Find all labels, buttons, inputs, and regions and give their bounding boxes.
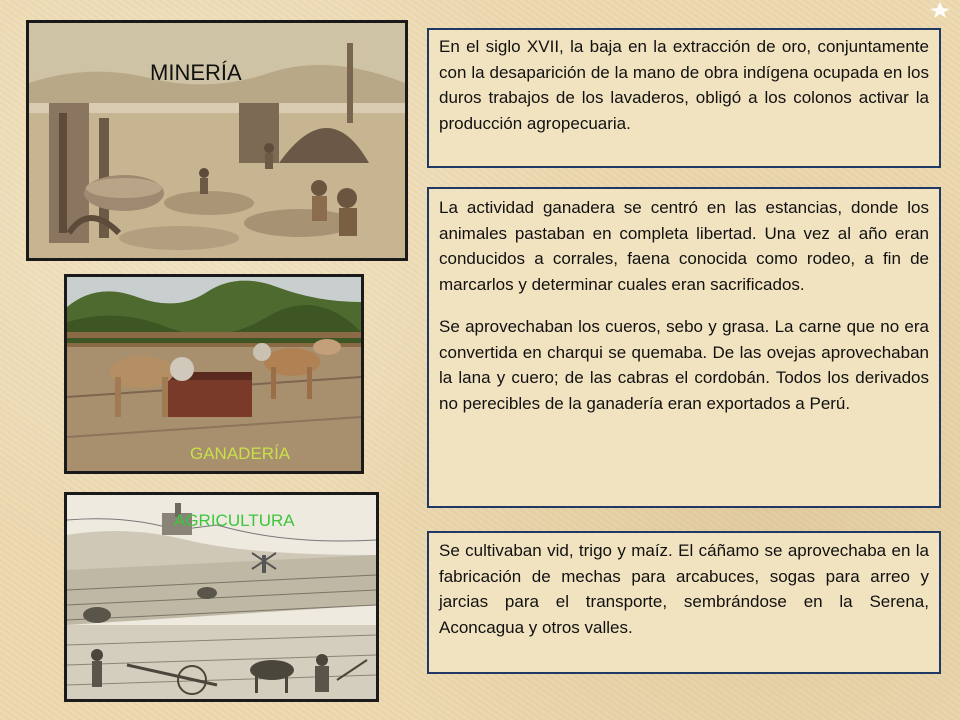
livestock-paragraph-2: Se aprovechaban los cueros, sebo y grasa. La carne que no era convertida en charqui se quemaba. De las ovejas aprovechaban la lana y cuero; de las cabras el cordobán. Todos los derivados no perecibles de la ganadería eran exportados a Perú.	[439, 317, 929, 413]
agriculture-text-box	[427, 531, 941, 674]
livestock-caption: GANADERÍA	[190, 444, 291, 463]
mining-image	[26, 20, 408, 261]
slide-corner-decoration	[0, 0, 960, 18]
intro-text: En el siglo XVII, la baja en la extracción de oro, conjuntamente con la desaparición de la mano de obra indígena ocupada en los duros trabajos de los lavaderos, obligó a los colonos activar la producción agropecuaria.	[439, 37, 929, 133]
livestock-text-box	[427, 187, 941, 508]
livestock-paragraph-1: La actividad ganadera se centró en las estancias, donde los animales pastaban en completa libertad. Una vez al año eran conducidos a corrales, faena conocida como rodeo, a fin de marcarlos y determinar cuales eran sacrificados.	[439, 198, 929, 294]
intro-text-box	[427, 28, 941, 168]
agriculture-text: Se cultivaban vid, trigo y maíz. El cáñamo se aprovechaba en la fabricación de mechas para arcabuces, sogas para arreo y jarcias para el transporte, sembrándose en la Serena, Aconcagua y otros valles.	[439, 541, 929, 637]
agriculture-caption: AGRICULTURA	[174, 511, 295, 530]
mining-caption: MINERÍA	[150, 60, 242, 85]
